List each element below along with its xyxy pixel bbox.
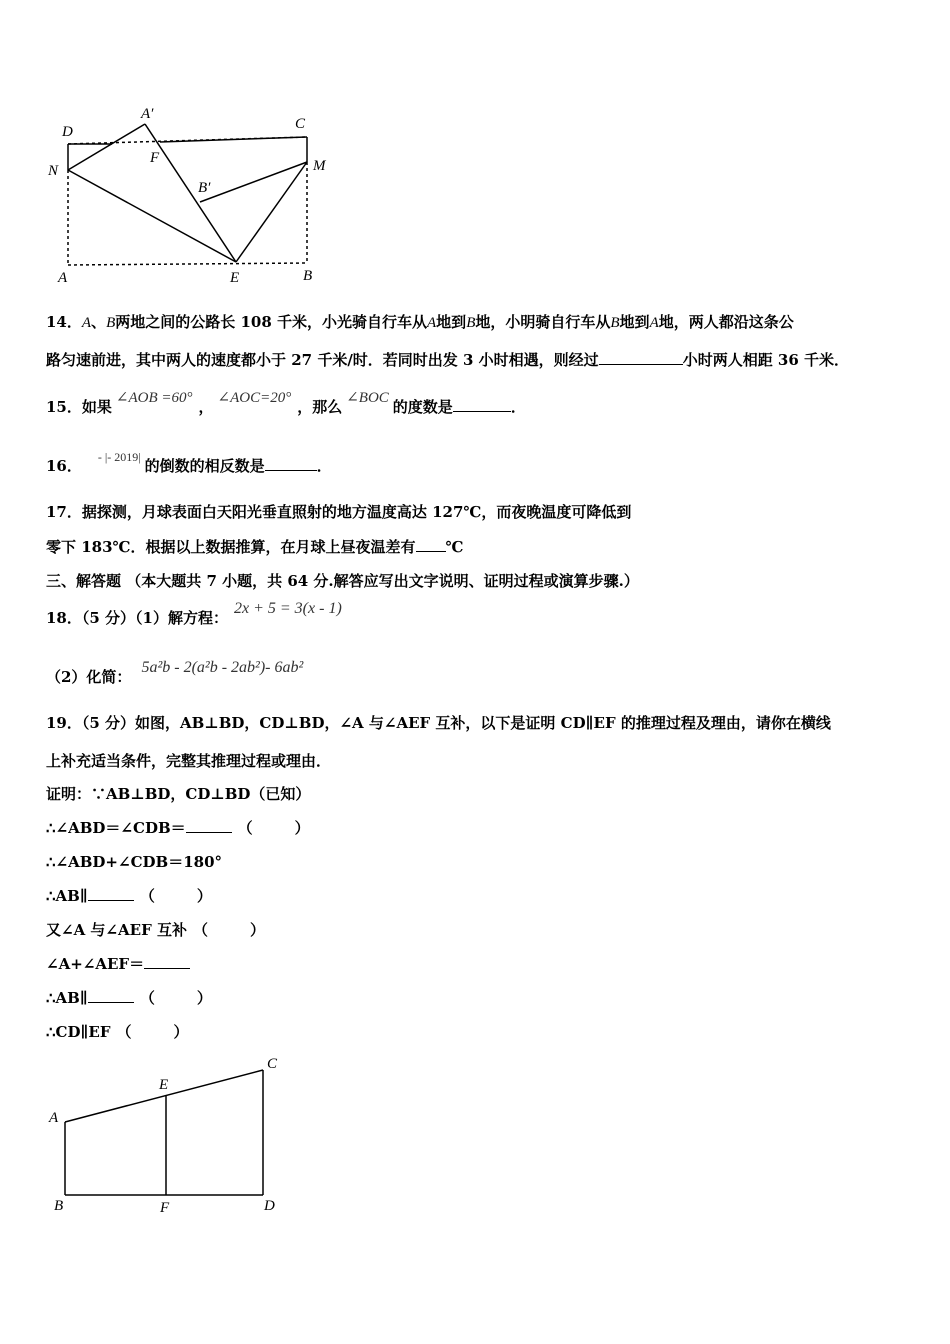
label-e: E xyxy=(230,270,240,286)
question-19-line-1: 19．（5 分）如图，AB⊥BD，CD⊥BD，∠A 与∠AEF 互补，以下是证明 CD∥EF 的推理过程及理由，请你在横线 xyxy=(46,714,831,732)
question-14-line-1: 14．A、B两地之间的公路长 108 千米，小光骑自行车从A地到B地，小明骑自行车从B地到A地，两人都沿这条公 xyxy=(46,313,794,331)
label-a-prime: A′ xyxy=(141,106,154,122)
label-c: C xyxy=(267,1056,278,1072)
question-18-part-1: 18．（5 分）（1）解方程：2x + 5 = 3(x - 1) xyxy=(46,600,342,627)
proof-step: ∴AB∥ （ ） xyxy=(46,989,212,1007)
section-three-heading: 三、解答题 （本大题共 7 小题，共 64 分.解答应写出文字说明、证明过程或演算步骤.） xyxy=(46,572,639,590)
answer-blank[interactable] xyxy=(265,456,317,471)
question-17-line-1: 17．据探测，月球表面白天阳光垂直照射的地方温度高达 127℃，而夜晚温度可降低到 xyxy=(46,503,632,521)
label-a: A xyxy=(58,270,68,286)
label-b: B xyxy=(303,268,313,284)
label-m: M xyxy=(313,158,326,174)
expr-aoc: ∠AOC=20° xyxy=(217,390,292,406)
expr-aob: ∠AOB =60° xyxy=(115,390,193,406)
expr-boc: ∠BOC xyxy=(346,390,389,406)
figure-trapezoid xyxy=(40,1050,300,1220)
question-14-line-2: 路匀速前进，其中两人的速度都小于 27 千米/时．若同时出发 3 小时相遇，则经过 小时两人相距 36 千米． xyxy=(46,351,850,369)
segment-fc xyxy=(160,137,307,142)
label-f: F xyxy=(160,1200,170,1216)
segment-n-a1 xyxy=(68,124,145,170)
label-b: B xyxy=(54,1198,64,1214)
question-16: 16． $^{- |- 2019|}$ 的倒数的相反数是 ． xyxy=(46,450,332,475)
proof-step: ∠A+∠AEF＝ xyxy=(46,953,190,974)
segment-em xyxy=(236,162,307,262)
label-e: E xyxy=(159,1077,169,1093)
label-d: D xyxy=(264,1198,275,1214)
answer-blank[interactable] xyxy=(599,350,683,365)
label-f: F xyxy=(150,150,160,166)
label-a: A xyxy=(49,1110,59,1126)
label-n: N xyxy=(48,163,59,179)
equation: 2x + 5 = 3(x - 1) xyxy=(233,600,342,617)
answer-blank[interactable] xyxy=(144,954,190,969)
expression: 5a²b - 2(a²b - 2ab²)- 6ab² xyxy=(141,659,304,676)
proof-step: 证明：∵AB⊥BD，CD⊥BD（已知） xyxy=(46,785,311,803)
proof-step: ∴∠ABD＝∠CDB＝ （ ） xyxy=(46,819,310,837)
segment-ab xyxy=(68,263,307,265)
figure-folded-rectangle xyxy=(40,100,340,290)
question-15: 15．如果 ∠AOB =60° ， ∠AOC=20° ，那么 ∠BOC 的度数是 ． xyxy=(46,390,526,416)
question-18-part-2: （2）化简：5a²b - 2(a²b - 2ab²)- 6ab² xyxy=(46,659,304,686)
segment-ne xyxy=(68,170,236,262)
expr-abs: - |- 2019| xyxy=(97,450,141,464)
proof-step: 又∠A 与∠AEF 互补 （ ） xyxy=(46,921,265,939)
question-17-line-2: 零下 183℃．根据以上数据推算，在月球上昼夜温差有 ℃ xyxy=(46,538,464,556)
segment-b1-m xyxy=(200,162,307,202)
answer-blank[interactable] xyxy=(453,397,511,412)
question-19-line-2: 上补充适当条件，完整其推理过程或理由． xyxy=(46,752,332,770)
label-d: D xyxy=(62,124,73,140)
answer-blank[interactable] xyxy=(186,818,232,833)
answer-blank[interactable] xyxy=(88,886,134,901)
label-b-prime: B′ xyxy=(198,180,211,196)
proof-step: ∴AB∥ （ ） xyxy=(46,887,212,905)
proof-step: ∴∠ABD+∠CDB＝180° xyxy=(46,853,223,871)
answer-blank[interactable] xyxy=(88,988,134,1003)
answer-blank[interactable] xyxy=(416,537,446,552)
proof-step: ∴CD∥EF （ ） xyxy=(46,1023,189,1041)
label-c: C xyxy=(295,116,306,132)
